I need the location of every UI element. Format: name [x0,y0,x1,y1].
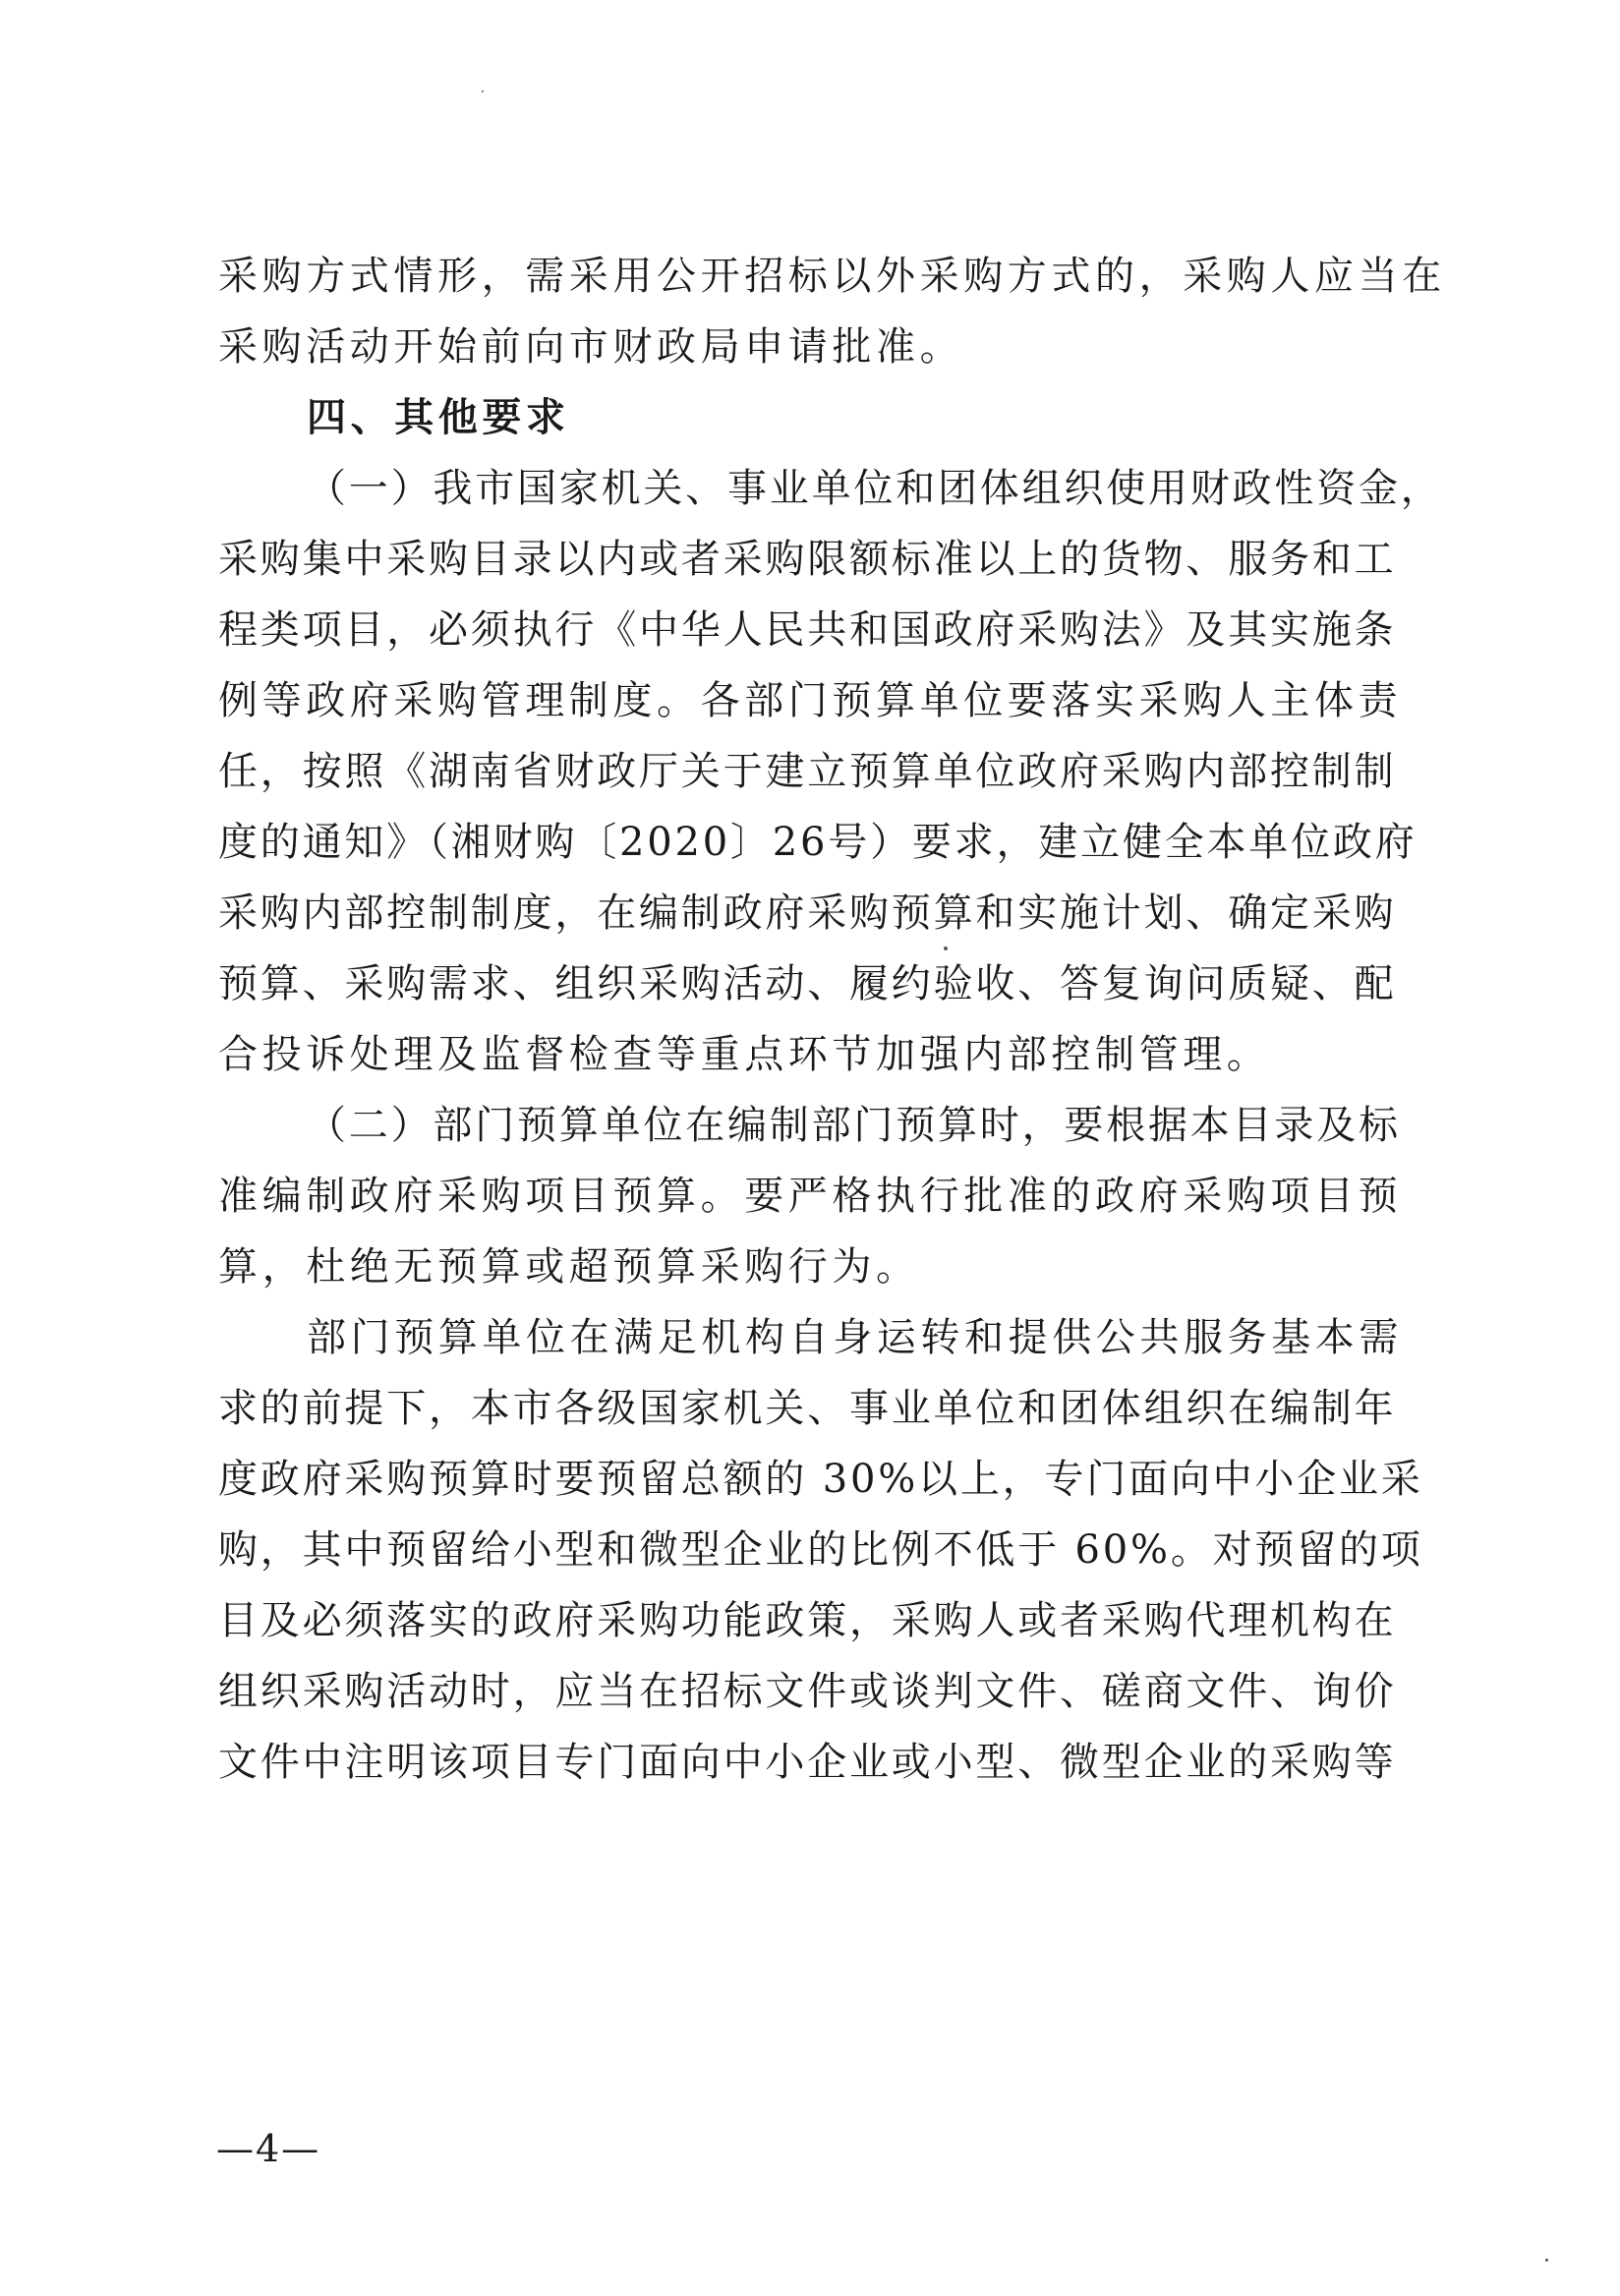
text-line: 合投诉处理及监督检查等重点环节加强内部控制管理。 [218,1032,1271,1077]
text-line: 求的前提下，本市各级国家机关、事业单位和团体组织在编制年 [218,1386,1397,1431]
text-line: 采购内部控制制度，在编制政府采购预算和实施计划、确定采购 [218,890,1397,936]
text-line: （二）部门预算单位在编制部门预算时，要根据本目录及标 [307,1103,1401,1148]
text-line: （一）我市国家机关、事业单位和团体组织使用财政性资金， [307,466,1443,511]
page-number: —4— [216,2127,321,2170]
text-line: 采购活动开始前向市财政局申请批准。 [218,324,964,370]
text-line: 采购方式情形，需采用公开招标以外采购方式的，采购人应当在 [218,254,1446,299]
text-line: 部门预算单位在满足机构自身运转和提供公共服务基本需 [307,1315,1403,1360]
text-line: 准编制政府采购项目预算。要严格执行批准的政府采购项目预 [218,1174,1403,1219]
text-line: 购，其中预留给小型和微型企业的比例不低于 60%。对预留的项 [218,1527,1423,1573]
section-heading: 四、其他要求 [307,395,570,440]
text-line: 例等政府采购管理制度。各部门预算单位要落实采购人主体责 [218,678,1403,723]
text-line: 算，杜绝无预算或超预算采购行为。 [218,1244,920,1290]
text-line: 度的通知》（湘财购〔2020〕26号）要求，建立健全本单位政府 [218,820,1418,865]
text-line: 程类项目，必须执行《中华人民共和国政府采购法》及其实施条 [218,607,1397,653]
text-line: 目及必须落实的政府采购功能政策，采购人或者采购代理机构在 [218,1598,1397,1643]
scan-speck [944,947,948,950]
text-line: 度政府采购预算时要预留总额的 30%以上，专门面向中小企业采 [218,1457,1423,1502]
text-line: 预算、采购需求、组织采购活动、履约验收、答复询问质疑、配 [218,961,1397,1006]
text-line: 文件中注明该项目专门面向中小企业或小型、微型企业的采购等 [218,1740,1397,1785]
text-line: 任，按照《湖南省财政厅关于建立预算单位政府采购内部控制制 [218,749,1397,794]
scan-speck [482,90,484,92]
body-text [218,241,1446,1798]
text-line: 组织采购活动时，应当在招标文件或谈判文件、磋商文件、询价 [218,1669,1397,1714]
scan-speck [1545,2259,1548,2262]
text-line: 采购集中采购目录以内或者采购限额标准以上的货物、服务和工 [218,537,1397,582]
